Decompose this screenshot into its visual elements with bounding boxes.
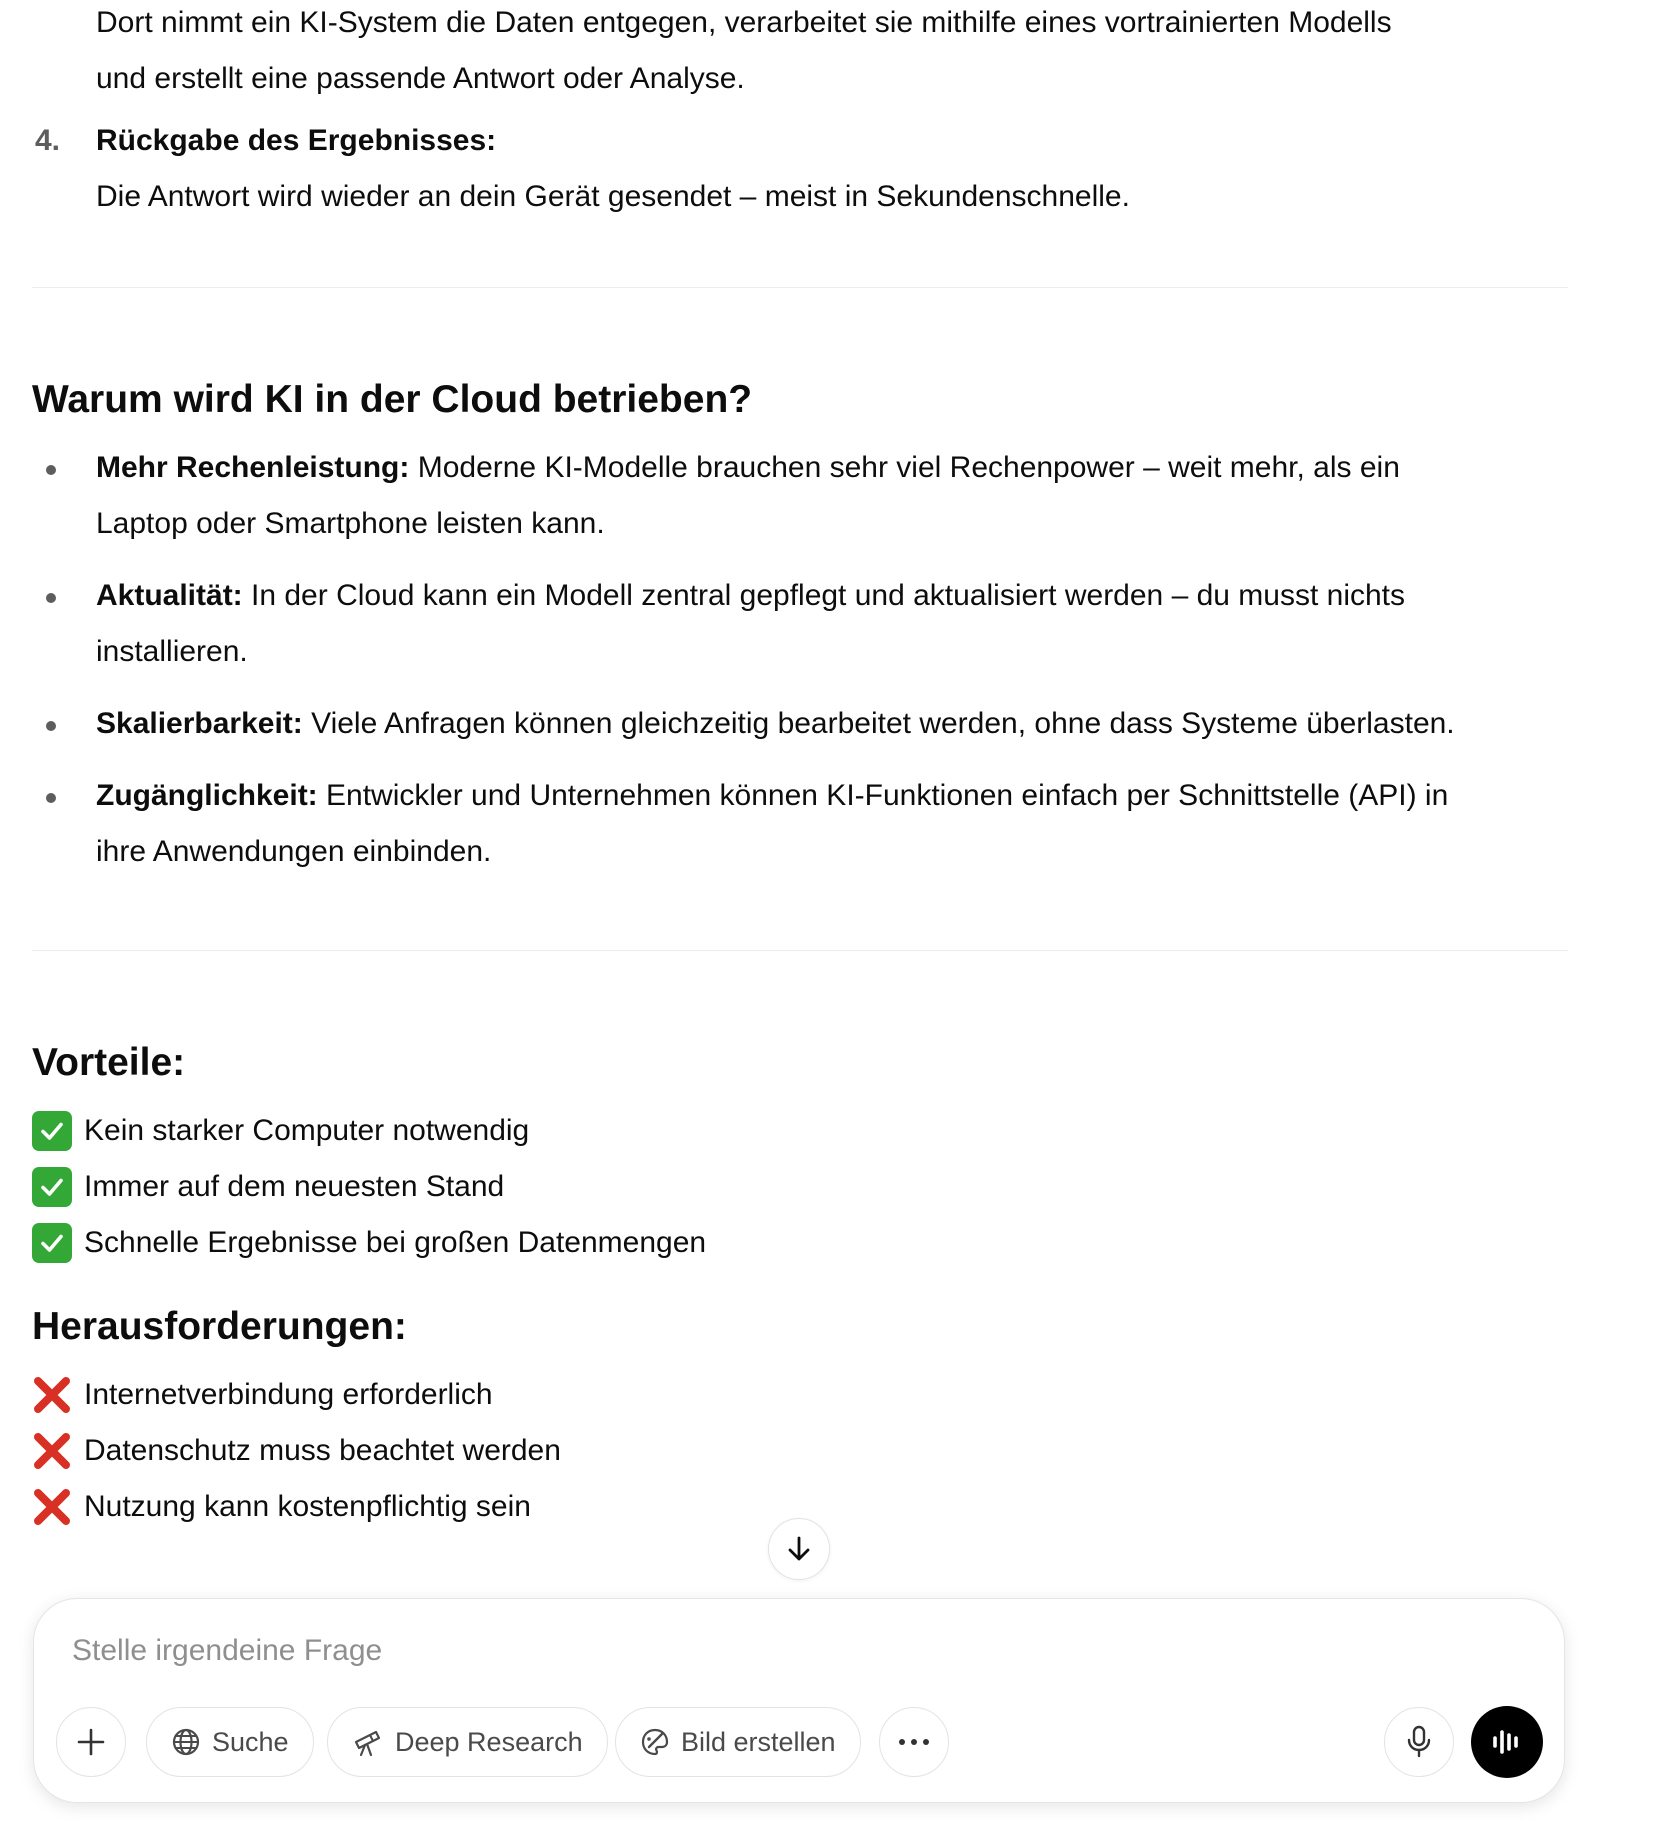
arrow-down-icon (784, 1534, 814, 1564)
item-text-cont: Laptop oder Smartphone leisten kann. (96, 507, 605, 540)
section-heading: Vorteile: (32, 1041, 186, 1084)
create-image-label: Bild erstellen (681, 1726, 836, 1757)
item-term: Zugänglichkeit: (96, 779, 318, 812)
globe-icon (171, 1727, 201, 1757)
telescope-icon (352, 1727, 384, 1757)
microphone-icon (1406, 1725, 1432, 1759)
list-item (32, 1367, 1568, 1423)
advantage-text: Kein starker Computer notwendig (84, 1114, 530, 1147)
bullet (46, 593, 56, 603)
divider (32, 950, 1568, 951)
advantage-text: Schnelle Ergebnisse bei großen Datenmengen (84, 1226, 707, 1259)
item-text-cont: installieren. (96, 635, 248, 668)
item-term: Skalierbarkeit: (96, 707, 303, 740)
list-item (32, 0, 1568, 107)
deep-research-label: Deep Research (395, 1726, 583, 1757)
step-line: und erstellt eine passende Antwort oder Analyse. (96, 62, 745, 95)
step-line: Die Antwort wird wieder an dein Gerät gesendet – meist in Sekundenschnelle. (96, 180, 1130, 213)
divider (32, 287, 1568, 288)
bullet (46, 465, 56, 475)
bullet (46, 721, 56, 731)
item-text-cont: ihre Anwendungen einbinden. (96, 835, 492, 868)
list-item (32, 1423, 1568, 1479)
item-text: Viele Anfragen können gleichzeitig bearbeitet werden, ohne dass Systeme überlasten. (302, 707, 1455, 740)
list-item (32, 568, 1568, 680)
item-term: Mehr Rechenleistung: (96, 451, 410, 484)
list-item (32, 1103, 1568, 1159)
plus-icon (75, 1726, 107, 1758)
check-icon (32, 1223, 72, 1263)
item-text: Entwickler und Unternehmen können KI-Funktionen einfach per Schnittstelle (API) in (317, 779, 1449, 812)
more-tools-button[interactable] (879, 1707, 949, 1777)
prompt-input[interactable] (72, 1623, 1272, 1679)
search-button-label: Suche (212, 1726, 289, 1757)
challenge-text: Internetverbindung erforderlich (84, 1378, 493, 1411)
dictate-button[interactable] (1384, 1707, 1454, 1777)
bullet (46, 793, 56, 803)
cross-icon (32, 1375, 72, 1415)
list-item (32, 1159, 1568, 1215)
scroll-to-bottom-button[interactable] (768, 1518, 830, 1580)
paint-palette-icon (640, 1727, 670, 1757)
step-line: Dort nimmt ein KI-System die Daten entgegen, verarbeitet sie mithilfe eines vortrainierten Modells (96, 6, 1392, 39)
challenge-text: Nutzung kann kostenpflichtig sein (84, 1490, 531, 1523)
list-item (32, 696, 1568, 752)
list-item (32, 768, 1568, 880)
chat-message (32, 0, 1568, 1535)
create-image-button[interactable] (615, 1707, 861, 1777)
deep-research-button[interactable] (327, 1707, 608, 1777)
voice-waveform-icon (1490, 1727, 1524, 1757)
item-term: Aktualität: (96, 579, 243, 612)
check-icon (32, 1167, 72, 1207)
ellipsis-icon (898, 1738, 930, 1746)
cross-icon (32, 1487, 72, 1527)
voice-mode-button[interactable] (1471, 1706, 1543, 1778)
add-attachment-button[interactable] (56, 1707, 126, 1777)
search-button[interactable] (146, 1707, 314, 1777)
list-item (32, 113, 1568, 225)
item-text: Moderne KI-Modelle brauchen sehr viel Rechenpower – weit mehr, als ein (409, 451, 1400, 484)
advantage-text: Immer auf dem neuesten Stand (84, 1170, 505, 1203)
section-heading: Warum wird KI in der Cloud betrieben? (32, 378, 753, 421)
check-icon (32, 1111, 72, 1151)
item-text: In der Cloud kann ein Modell zentral gepflegt und aktualisiert werden – du musst nichts (242, 579, 1406, 612)
composer (33, 1598, 1565, 1803)
list-number: 4. (35, 124, 61, 157)
section-heading: Herausforderungen: (32, 1305, 407, 1348)
step-title: Rückgabe des Ergebnisses: (96, 124, 497, 157)
cross-icon (32, 1431, 72, 1471)
list-item (32, 440, 1568, 552)
challenge-text: Datenschutz muss beachtet werden (84, 1434, 561, 1467)
list-item (32, 1215, 1568, 1271)
